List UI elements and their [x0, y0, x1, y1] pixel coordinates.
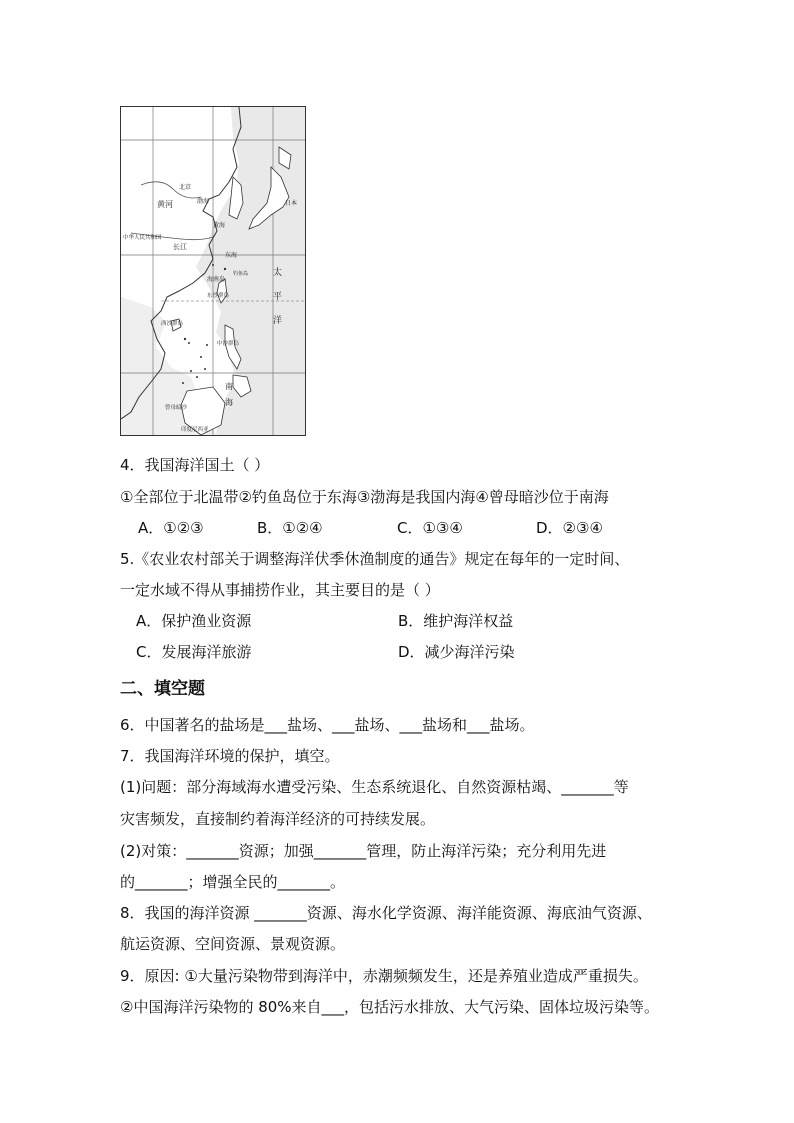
question-5-option-c[interactable]: C．发展海洋旅游 — [136, 643, 252, 661]
question-4-option-d[interactable]: D．②③④ — [536, 519, 603, 537]
map-label-donghai: 东海 — [225, 252, 238, 259]
question-7-title: 7．我国海洋环境的保护，填空。 — [120, 747, 340, 765]
map-label-taiping-1: 太 — [273, 268, 283, 278]
map-label-beijing: 北京 — [179, 184, 192, 191]
map-label-bohai: 渤海 — [197, 198, 210, 205]
question-7-part2-line1: (2)对策：_______资源；加强_______管理，防止海洋污染；充分利用先进 — [120, 842, 607, 860]
question-4-option-b[interactable]: B．①②④ — [257, 519, 323, 537]
question-7-part2-line2: 的_______；增强全民的_______。 — [120, 873, 346, 891]
question-5-stem-line1: 5.《农业农村部关于调整海洋伏季休渔制度的通告》规定在每年的一定时间、 — [120, 550, 630, 568]
map-label-nanhai-1: 南 — [225, 382, 233, 391]
question-5-option-a[interactable]: A．保护渔业资源 — [136, 612, 252, 630]
map-graphic — [121, 107, 305, 435]
question-5-stem-line2: 一定水域不得从事捕捞作业，其主要目的是（ ） — [120, 581, 440, 599]
question-4-option-c[interactable]: C．①③④ — [397, 519, 463, 537]
question-4-statements: ①全部位于北温带②钓鱼岛位于东海③渤海是我国内海④曾母暗沙位于南海 — [120, 488, 609, 506]
map-label-zengmu: 曾母暗沙 — [165, 405, 188, 411]
question-9-line1: 9．原因: ①大量污染物带到海洋中，赤潮频频发生，还是养殖业造成严重损失。 — [120, 967, 648, 985]
question-9-line2: ②中国海洋污染物的 80%来自___，包括污水排放、大气污染、固体垃圾污染等。 — [120, 998, 660, 1016]
map-label-nanhai-2: 海 — [225, 398, 233, 407]
question-7-part1-line2: 灾害频发，直接制约着海洋经济的可持续发展。 — [120, 810, 436, 828]
map-label-japan: 日本 — [285, 200, 298, 207]
map-label-diaoyu: 钓鱼岛 — [233, 271, 249, 277]
map-label-zhongsha: 中沙群岛 — [217, 341, 240, 347]
question-5-option-b[interactable]: B．维护海洋权益 — [398, 612, 514, 630]
map-label-country: 中华人民共和国 — [123, 235, 162, 241]
china-sea-map — [120, 106, 306, 436]
question-5-option-d[interactable]: D．减少海洋污染 — [398, 643, 515, 661]
section-title-fill-in: 二、填空题 — [120, 679, 205, 699]
map-label-xisha: 西沙群岛 — [161, 321, 184, 327]
map-label-hainan: 海南岛 — [207, 276, 226, 283]
question-7-part1-line1: (1)问题：部分海域海水遭受污染、生态系统退化、自然资源枯竭、_______等 — [120, 778, 629, 796]
question-8-line1: 8．我国的海洋资源 _______资源、海水化学资源、海洋能资源、海底油气资源、 — [120, 904, 652, 922]
question-4-option-a[interactable]: A．①②③ — [138, 519, 204, 537]
map-label-huanghai: 黄海 — [213, 222, 226, 229]
map-label-changjiang: 长江 — [173, 243, 187, 251]
question-4-stem: 4．我国海洋国土（ ） — [120, 456, 270, 474]
map-label-taiping-3: 洋 — [273, 316, 283, 326]
map-label-jiamei: 印度尼西亚 — [181, 427, 209, 433]
question-8-line2: 航运资源、空间资源、景观资源。 — [120, 935, 346, 953]
map-label-taiping-2: 平 — [273, 292, 283, 302]
map-label-dongsha: 东沙群岛 — [207, 293, 230, 299]
map-label-yellow-river: 黄河 — [157, 200, 173, 209]
question-6: 6．中国著名的盐场是___盐场、___盐场、___盐场和___盐场。 — [120, 716, 535, 734]
